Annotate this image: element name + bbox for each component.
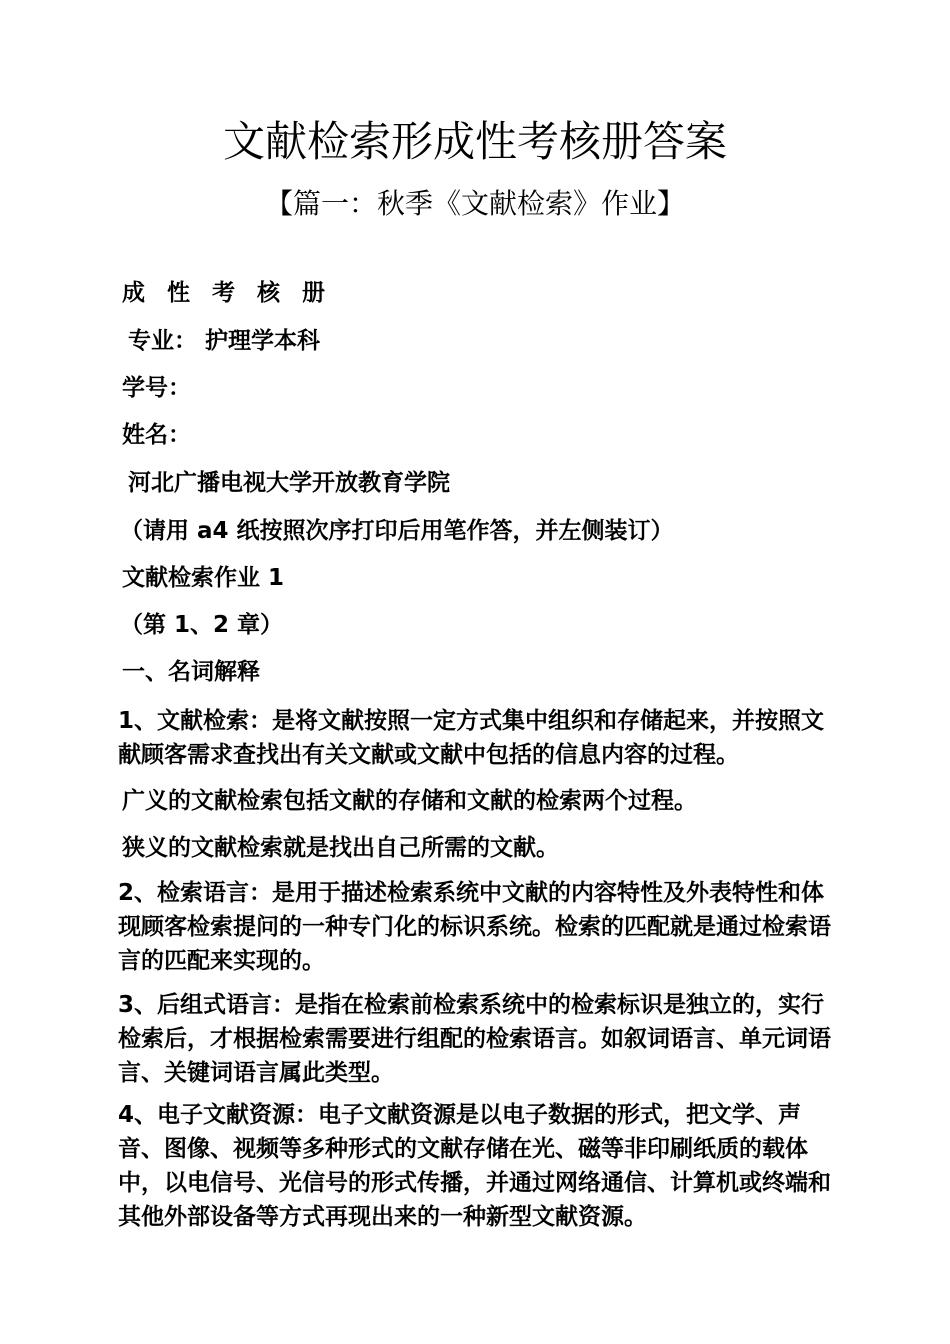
document-subtitle: 【篇一：秋季《文献检索》作业】 <box>264 187 685 220</box>
definition-post-coordinate-language: 3、后组式语言：是指在检索前检索系统中的检索标识是独立的，实行检索后，才根据检索需要进行组配的检索语言。如叙词语言、单元词语言、关键词语言属此类型。 <box>118 992 831 1086</box>
narrow-definition: 狭义的文献检索就是找出自己所需的文献。 <box>122 835 559 861</box>
instruction-line: （请用 a4 纸按照次序打印后用笔作答，并左侧装订） <box>120 518 674 544</box>
definition-literature-retrieval: 1、文献检索：是将文献按照一定方式集中组织和存储起来，并按照文献顾客需求查找出有关文献或文献中包括的信息内容的过程。 <box>118 708 825 768</box>
broad-definition: 广义的文献检索包括文献的存储和文献的检索两个过程。 <box>122 788 697 814</box>
assignment-title: 文献检索作业 1 <box>122 565 285 591</box>
student-id-line: 学号： <box>122 375 191 401</box>
booklet-heading: 成 性 考 核 册 <box>122 280 333 306</box>
definition-retrieval-language: 2、检索语言：是用于描述检索系统中文献的内容特性及外表特性和体现顾客检索提问的一种专门化的标识系统。检索的匹配就是通过检索语言的匹配来实现的。 <box>118 880 831 974</box>
institution-line: 河北广播电视大学开放教育学院 <box>128 470 450 496</box>
document-title: 文献检索形成性考核册答案 <box>222 117 727 166</box>
name-line: 姓名： <box>122 422 191 448</box>
definition-electronic-resources: 4、电子文献资源：电子文献资源是以电子数据的形式，把文学、声音、图像、视频等多种形式的文献存储在光、磁等非印刷纸质的载体中，以电信号、光信号的形式传播，并通过网络通信、计算机或终端和其他外部设备等方式再现出来的一种新型文献资源。 <box>118 1102 831 1230</box>
major-line: 专业： 护理学本科 <box>128 328 321 354</box>
section-heading: 一、名词解释 <box>122 659 260 685</box>
chapter-range: （第 1、2 章） <box>120 612 284 638</box>
